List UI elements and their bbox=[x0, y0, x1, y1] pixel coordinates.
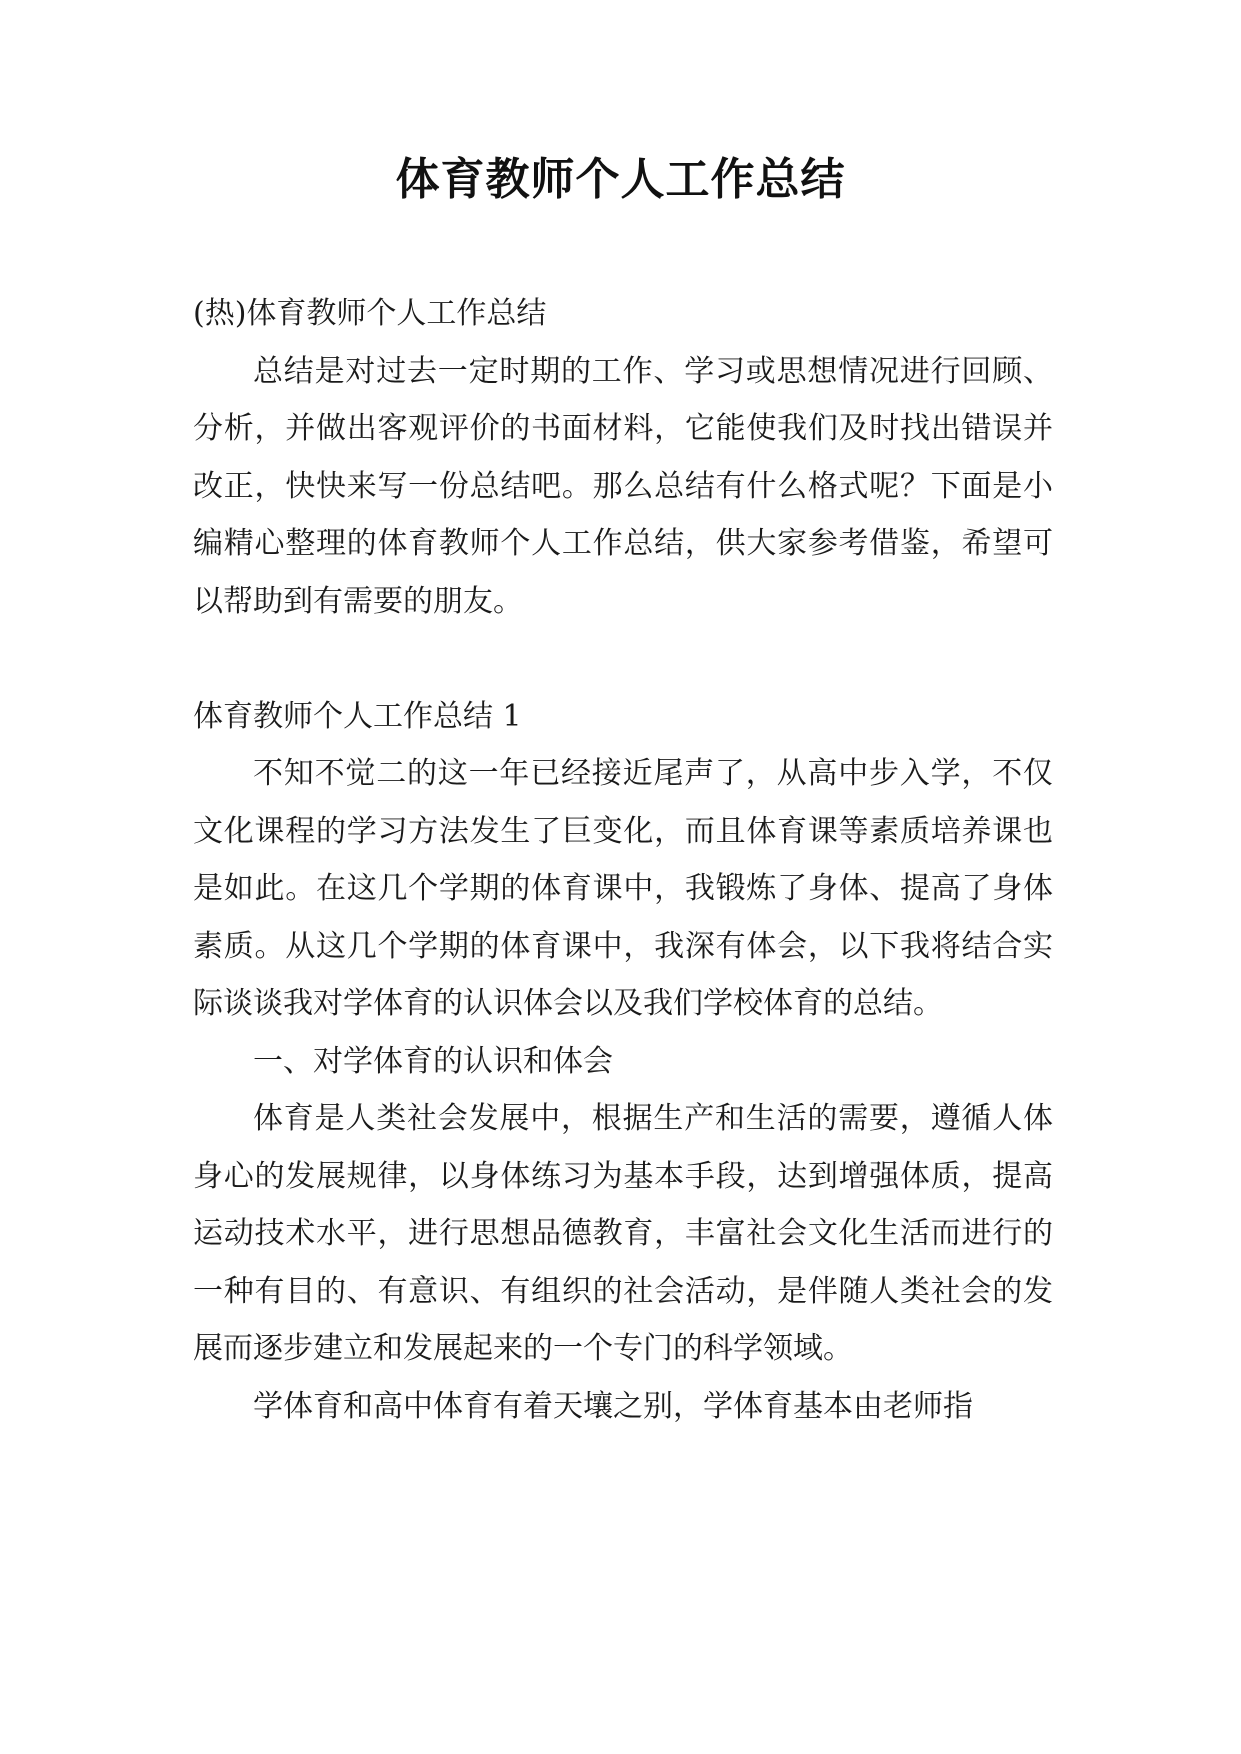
subsection-heading: 一、对学体育的认识和体会 bbox=[253, 1043, 613, 1079]
paragraph-spacer bbox=[193, 630, 1053, 688]
document-body bbox=[193, 285, 1053, 1435]
document-title: 体育教师个人工作总结 bbox=[395, 154, 846, 205]
body-paragraph: 学体育和高中体育有着天壤之别，学体育基本由老师指 bbox=[253, 1388, 973, 1424]
body-paragraph: 体育是人类社会发展中，根据生产和生活的需要，遵循人体身心的发展规律，以身体练习为基本手段，达到增强体质，提高运动技术水平，进行思想品德教育，丰富社会文化生活而进行的一种有目的、有意识、有组织的社会活动，是伴随人类社会的发展而逐步建立和发展起来的一个专门的科学领域。 bbox=[193, 1101, 1053, 1366]
body-paragraph: 不知不觉二的这一年已经接近尾声了，从高中步入学，不仅文化课程的学习方法发生了巨变化，而且体育课等素质培养课也是如此。在这几个学期的体育课中，我锻炼了身体、提高了身体素质。从这几个学期的体育课中，我深有体会，以下我将结合实际谈谈我对学体育的认识体会以及我们学校体育的总结。 bbox=[193, 756, 1053, 1021]
section-heading: 体育教师个人工作总结 1 bbox=[193, 698, 522, 734]
document-subtitle: (热)体育教师个人工作总结 bbox=[193, 296, 547, 331]
intro-paragraph: 总结是对过去一定时期的工作、学习或思想情况进行回顾、分析，并做出客观评价的书面材料，它能使我们及时找出错误并改正，快快来写一份总结吧。那么总结有什么格式呢？下面是小编精心整理的体育教师个人工作总结，供大家参考借鉴，希望可以帮助到有需要的朋友。 bbox=[193, 353, 1053, 619]
